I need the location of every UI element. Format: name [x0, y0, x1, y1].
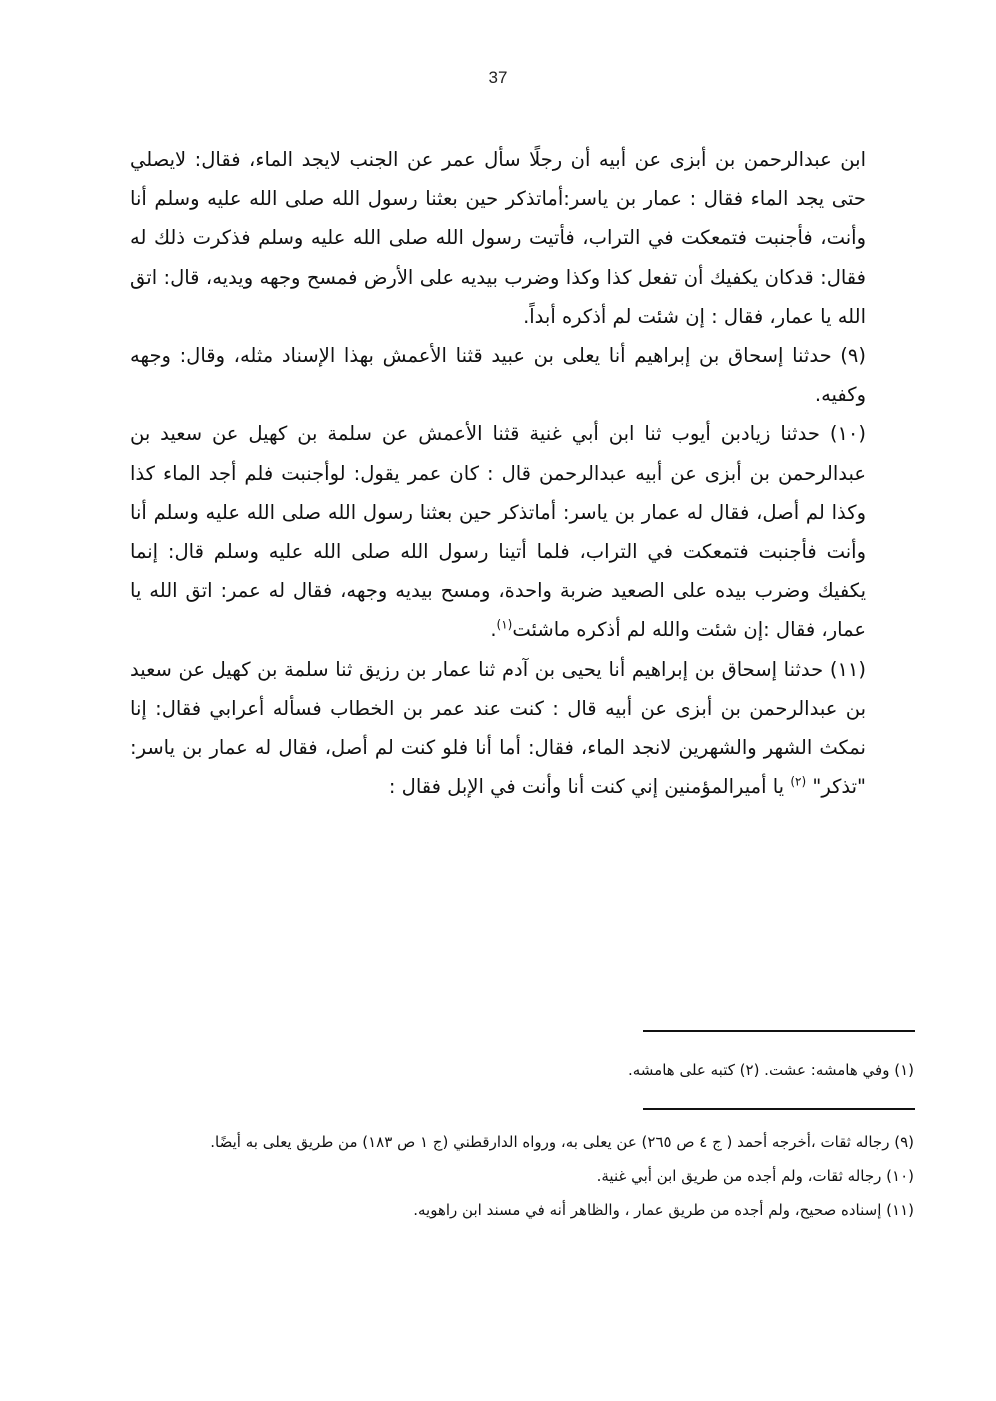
footnote: (١١) إسناده صحيح، ولم أجده من طريق عمار ، والظاهر أنه في مسند ابن راهويه. — [413, 1201, 914, 1219]
main-text — [130, 140, 866, 806]
footnote-marker: (١) — [496, 617, 513, 632]
paragraph-text: (١٠) حدثنا زيادبن أيوب ثنا ابن أبي غنية قثنا الأعمش عن سلمة بن كهيل عن سعيد بن عبدالرحمن بن أبزى عن أبيه عبدالرحمن قال : كان عمر يقول: لوأجنبت فلم أجد الماء كذا وكذا لم أصل، فقال له عمار بن ياسر: أماتذكر حين بعثنا رسول الله صلى الله عليه وسلم أنا وأنت فأجنبت فتمعكت في التراب، فلما أتينا رسول الله صلى الله عليه وسلم قال: إنما يكفيك وضرب بيده على الصعيد ضربة واحدة، ومسح بيديه وجهه، فقال له عمر: اتق الله يا عمار، فقال :إن شئت والله لم أذكره ماشئت — [130, 422, 866, 642]
paragraph-tail: يا أميرالمؤمنين إني كنت أنا وأنت في الإبل فقال : — [388, 775, 785, 799]
footnote: (١٠) رجاله ثقات، ولم أجده من طريق ابن أبي غنية. — [596, 1167, 914, 1185]
paragraph — [130, 650, 866, 807]
paragraph-end: . — [490, 618, 497, 642]
footnote-separator — [643, 1108, 915, 1110]
paragraph: ابن عبدالرحمن بن أبزى عن أبيه أن رجلًا سأل عمر عن الجنب لايجد الماء، فقال: لايصلي حتى يجد الماء فقال : عمار بن ياسر:أماتذكر حين بعثنا رسول الله صلى الله عليه وسلم أنا وأنت، فأجنبت فتمعكت في التراب، فأتيت رسول الله صلى الله عليه وسلم فذكرت ذلك له فقال: قدكان يكفيك أن تفعل كذا وكذا وضرب بيديه على الأرض فمسح وجهه ويديه، قال: اتق الله يا عمار، فقال : إن شئت لم أذكره أبداً. — [130, 148, 866, 328]
paragraph: (٩) حدثنا إسحاق بن إبراهيم أنا يعلى بن عبيد قثنا الأعمش بهذا الإسناد مثله، وقال: وجهه وكفيه. — [130, 344, 866, 407]
page-number: 37 — [488, 68, 508, 87]
footnotes — [130, 1128, 914, 1230]
footnote-separator — [643, 1030, 915, 1032]
paragraph-text: (١١) حدثنا إسحاق بن إبراهيم أنا يحيى بن آدم ثنا عمار بن رزيق ثنا سلمة بن كهيل عن سعيد بن عبدالرحمن بن أبزى عن أبيه قال : كنت عند عمر بن الخطاب فسأله أعرابي فقال: إنا نمكث الشهر والشهرين لانجد الماء، فقال: أما أنا فلو كنت لم أصل، فقال له عمار بن ياسر: "تذكر" — [130, 657, 866, 799]
footnote-marker: (٢) — [790, 774, 807, 789]
paragraph — [130, 414, 866, 649]
margin-note: (١) وفي هامشه: عشت. (٢) كتبه على هامشه. — [627, 1061, 914, 1079]
footnote: (٩) رجاله ثقات ،أخرجه أحمد ( ج ٤ ص ٢٦٥) عن يعلى به، ورواه الدارقطني (ج ١ ص ١٨٣) من طريق يعلى به أيضًا. — [210, 1133, 914, 1151]
